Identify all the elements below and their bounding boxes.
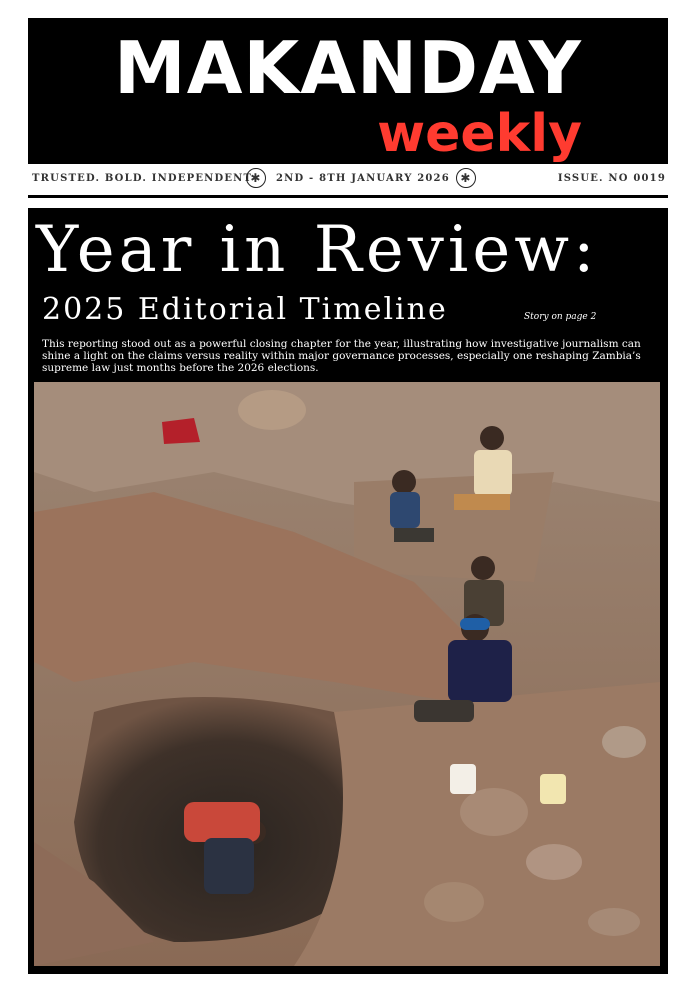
mining-site-illustration (34, 382, 660, 966)
brand-subtitle: weekly (377, 104, 582, 164)
cover-photo (34, 382, 660, 966)
subheadline: 2025 Editorial Timeline (42, 292, 448, 327)
masthead (28, 18, 668, 164)
cover-story (28, 208, 668, 974)
headline: Year in Review: (36, 213, 599, 287)
tagline: TRUSTED. BOLD. INDEPENDENT (32, 173, 253, 184)
divider (28, 195, 668, 198)
issue-date: 2ND - 8TH JANUARY 2026 (276, 173, 450, 184)
dek-paragraph: This reporting stood out as a powerful closing chapter for the year, illustrating how investigative journalism can shine a light on the claims versus reality within major governance processes, especially one reshaping Zambia’s supreme law just months before the 2026 elections. (42, 338, 641, 374)
issue-number: ISSUE. NO 0019 (557, 173, 666, 184)
asterisk-icon: ✱ (456, 168, 476, 188)
brand-title: MAKANDAY (114, 26, 582, 110)
asterisk-icon: ✱ (246, 168, 266, 188)
story-reference: Story on page 2 (524, 312, 597, 322)
strapline (28, 168, 668, 190)
